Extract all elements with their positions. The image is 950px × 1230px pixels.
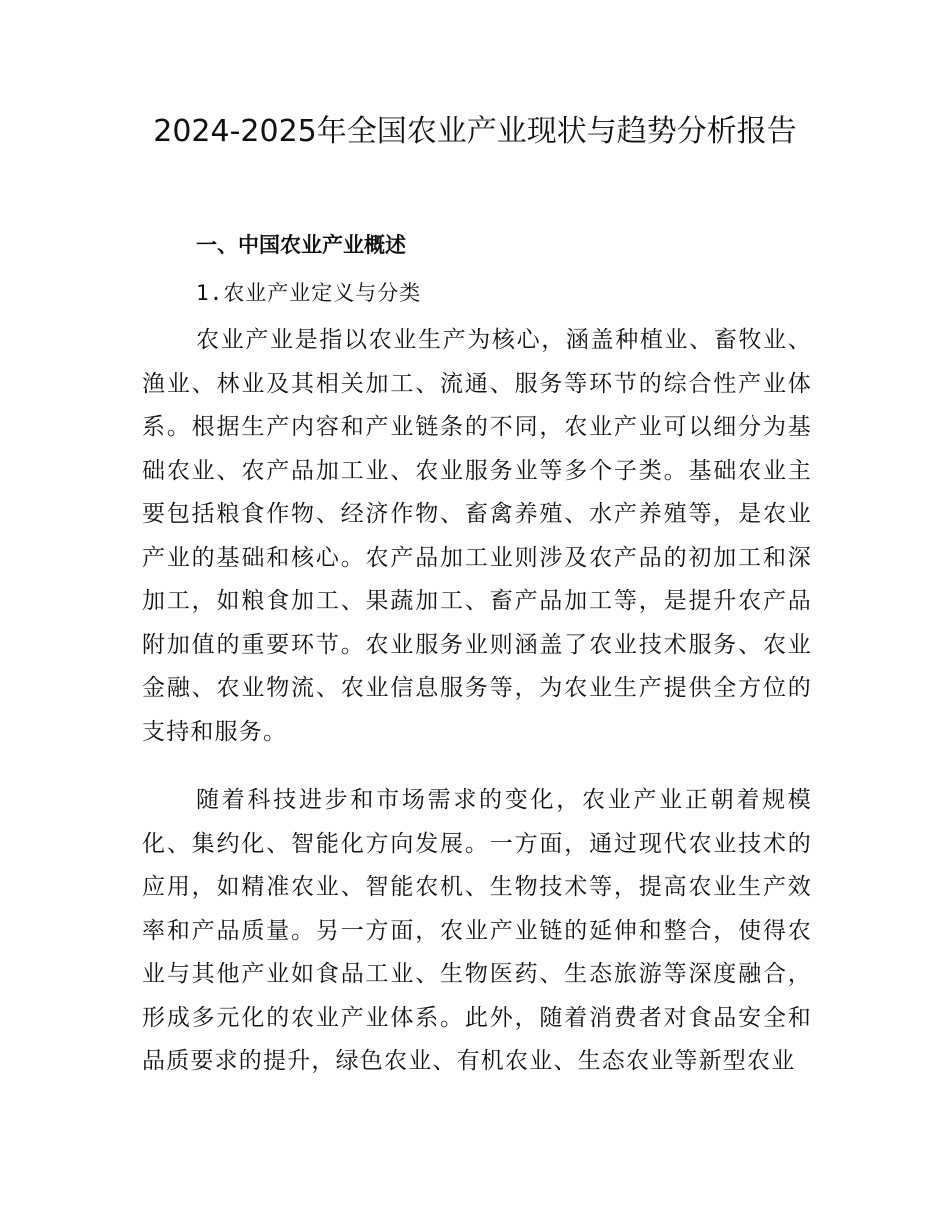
subsection-heading: 1.农业产业定义与分类 [196,281,422,305]
body-paragraph: 随着科技进步和市场需求的变化，农业产业正朝着规模化、集约化、智能化方向发展。一方面，通过现代农业技术的应用，如精准农业、智能农机、生物技术等，提高农业生产效率和产品质量。另一方面，农业产业链的延伸和整合，使得农业与其他产业如食品工业、生物医药、生态旅游等深度融合，形成多元化的农业产业体系。此外，随着消费者对食品安全和品质要求的提升，绿色农业、有机农业、生态农业等新型农业 [142,787,812,1074]
document-title: 2024-2025年全国农业产业现状与趋势分析报告 [153,114,797,149]
body-paragraph: 农业产业是指以农业生产为核心，涵盖种植业、畜牧业、渔业、林业及其相关加工、流通、服务等环节的综合性产业体系。根据生产内容和产业链条的不同，农业产业可以细分为基础农业、农产品加工业、农业服务业等多个子类。基础农业主要包括粮食作物、经济作物、畜禽养殖、水产养殖等，是农业产业的基础和核心。农产品加工业则涉及农产品的初加工和深加工，如粮食加工、果蔬加工、畜产品加工等，是提升农产品附加值的重要环节。农业服务业则涵盖了农业技术服务、农业金融、农业物流、农业信息服务等，为农业生产提供全方位的支持和服务。 [142,327,812,745]
section-heading: 一、中国农业产业概述 [196,233,406,257]
